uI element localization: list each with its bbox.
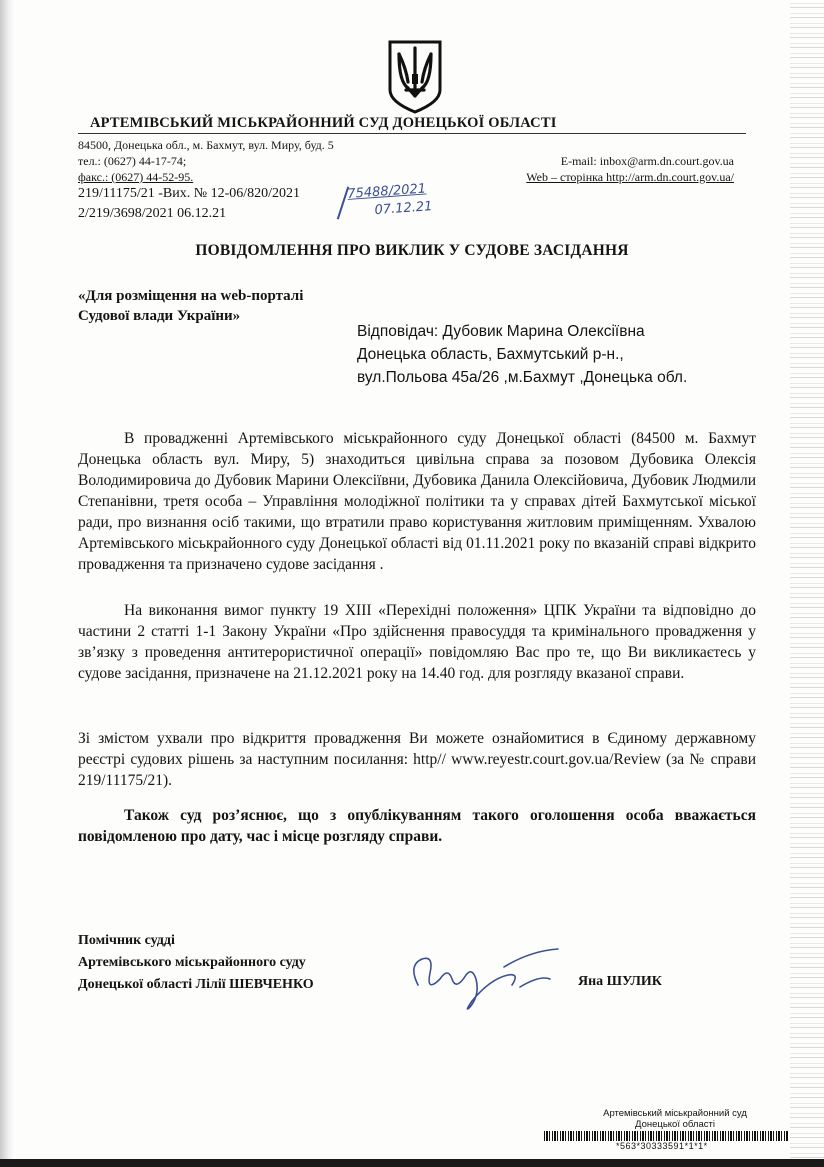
signatory-line-2: Артемівського міськрайонного суду: [78, 955, 306, 970]
court-phone: тел.: (0627) 44-17-74;: [78, 154, 187, 168]
handwritten-signature-icon: [400, 945, 570, 1015]
portal-note: [78, 286, 398, 326]
trident-emblem-icon: [386, 38, 444, 114]
signatory-line-1: Помічник судді: [78, 933, 175, 948]
respondent-region: Донецька область, Бахмутський р-н.,: [357, 346, 624, 363]
document-title: ПОВІДОМЛЕННЯ ПРО ВИКЛИК У СУДОВЕ ЗАСІДАННЯ: [195, 242, 629, 259]
footer-court-line-2: Донецької області: [635, 1119, 715, 1130]
barcode-number: *563*30333591*1*1*: [616, 1141, 708, 1151]
court-name: АРТЕМІВСЬКИЙ МІСЬКРАЙОННИЙ СУД ДОНЕЦЬКОЇ ОБЛАСТІ: [90, 115, 557, 131]
court-fax: факс.: (0627) 44-52-95.: [78, 170, 194, 184]
scan-edge-right: [790, 0, 824, 1167]
handwritten-number: 75488/2021: [346, 181, 427, 202]
respondent-block: [357, 320, 757, 389]
court-website-link[interactable]: Web – сторінка http://arm.dn.court.gov.ua/: [526, 170, 734, 184]
document-barcode: [544, 1131, 788, 1141]
handwritten-registration: [347, 180, 433, 222]
paragraph-summons: На виконання вимог пункту 19 XIII «Перехідні положення» ЦПК України та відповідно до частини 2 статті 1-1 Закону України «Про здійснення правосуддя та кримінального провадження у зв’язку з проведення антитерористичної операції» повідомляю Вас про те, що Ви викликаєтесь у судове засідання, призначене на 21.12.2021 року на 14.40 год. для розгляду вказаної справи.: [78, 602, 756, 682]
footer-court-line-1: Артемівський міськрайонний суд: [603, 1108, 747, 1119]
header-rule: [78, 133, 746, 134]
registry-number: 2/219/3698/2021 06.12.21: [78, 206, 227, 221]
portal-note-line-1: «Для розміщення на web-порталі: [78, 288, 304, 304]
respondent-name: Відповідач: Дубовик Марина Олексіївна: [357, 323, 645, 340]
respondent-street: вул.Польова 45а/26 ,м.Бахмут ,Донецька обл.: [357, 369, 688, 386]
footer-court-stamp: [600, 1108, 750, 1130]
scan-edge-left: [0, 0, 14, 1167]
handwritten-date: 07.12.21: [374, 199, 433, 219]
outgoing-number: 219/11175/21 -Вих. № 12-06/820/2021: [78, 186, 301, 201]
signatory-title: [78, 930, 398, 996]
court-email[interactable]: E-mail: inbox@arm.dn.court.gov.ua: [560, 154, 734, 168]
scan-edge-bottom: [0, 1159, 824, 1167]
court-address: 84500, Донецька обл., м. Бахмут, вул. Миру, буд. 5: [78, 138, 334, 152]
signer-name: Яна ШУЛИК: [578, 974, 662, 989]
paragraph-notice: Також суд роз’яснює, що з опублікуванням такого оголошення особа вважається повідомленою про дату, час і місце розгляду справи.: [78, 807, 756, 845]
paragraph-case-description: В провадженні Артемівського міськрайонного суду Донецької області (84500 м. Бахмут Донецька область вул. Миру, 5) знаходиться цивільна справа за позовом Дубовика Олексія Володимировича до Дубовик Марини Олексіївни, Дубовика Данила Олексійовича, Дубовик Людмили Степанівни, третя особа – Управління молодіжної політики та у справах дітей Бахмутської міської ради, про визнання осіб такими, що втратили право користування житловим приміщенням. Ухвалою Артемівського міськрайонного суду Донецької області від 01.11.2021 року по вказаній справі відкрито провадження та призначено судове засідання .: [78, 430, 756, 573]
signatory-line-3: Донецької області Лілії ШЕВЧЕНКО: [78, 977, 314, 992]
portal-note-line-2: Судової влади України»: [78, 308, 241, 324]
paragraph-registry-link: Зі змістом ухвали про відкриття провадження Ви можете ознайомитися в Єдиному державному реєстрі судових рішень за наступним посилання: http// www.reyestr.court.gov.ua/Review (за № справи 219/11175/21).: [78, 730, 756, 789]
